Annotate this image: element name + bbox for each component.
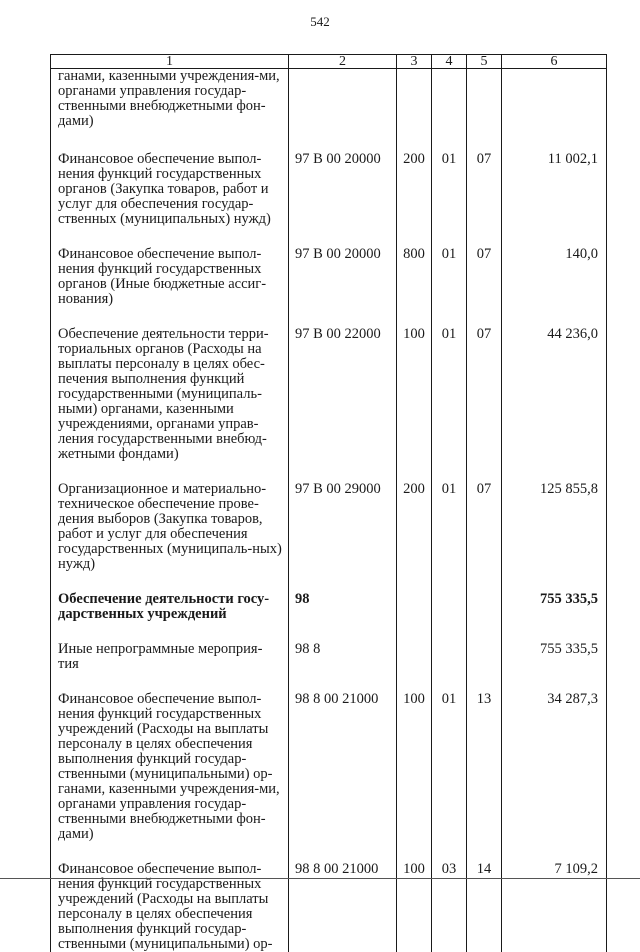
row-col5-cell: 07	[467, 247, 502, 327]
table-row	[51, 69, 607, 153]
row-col3-cell: 100	[397, 327, 432, 482]
row-amount-cell: 7 109,2	[502, 862, 607, 952]
row-code-cell: 97 В 00 22000	[289, 327, 397, 482]
row-col5-cell: 07	[467, 327, 502, 482]
row-col4-cell	[432, 69, 467, 153]
table-row	[51, 247, 607, 327]
table-row	[51, 692, 607, 862]
row-col3-cell: 800	[397, 247, 432, 327]
row-col4-cell	[432, 642, 467, 692]
row-name-cell: Финансовое обеспечение выпол-нения функций государственных органов (Иные бюджетные ассиг-нования)	[51, 247, 289, 327]
row-code-cell: 97 В 00 20000	[289, 247, 397, 327]
row-col3-cell: 200	[397, 482, 432, 592]
table-row	[51, 152, 607, 247]
row-name-cell: Финансовое обеспечение выпол-нения функций государственных учреждений (Расходы на выплаты персоналу в целях обеспечения выполнения функций государ-ственными (муниципальными) ор-	[51, 862, 289, 952]
header-row	[51, 55, 607, 69]
table-body	[51, 69, 607, 952]
row-amount-cell: 11 002,1	[502, 152, 607, 247]
page-bottom-rule	[0, 878, 640, 879]
row-code-cell: 98 8 00 21000	[289, 862, 397, 952]
row-amount-cell: 44 236,0	[502, 327, 607, 482]
row-amount-cell: 755 335,5	[502, 642, 607, 692]
row-col5-cell	[467, 642, 502, 692]
row-col3-cell: 200	[397, 152, 432, 247]
row-name-cell: Организационное и материально-техническое обеспечение прове-дения выборов (Закупка товаров, работ и услуг для обеспечения государственных (муниципаль-ных) нужд)	[51, 482, 289, 592]
row-name-cell: Иные непрограммные мероприя-тия	[51, 642, 289, 692]
page-number: 542	[0, 14, 640, 30]
header-col-6: 6	[502, 55, 607, 69]
header-col-1: 1	[51, 55, 289, 69]
row-col5-cell: 13	[467, 692, 502, 862]
table-row	[51, 482, 607, 592]
row-col4-cell: 01	[432, 327, 467, 482]
row-col3-cell	[397, 592, 432, 642]
row-code-cell: 98	[289, 592, 397, 642]
row-code-cell	[289, 69, 397, 153]
row-col5-cell	[467, 592, 502, 642]
row-col4-cell: 01	[432, 692, 467, 862]
row-col3-cell	[397, 642, 432, 692]
row-col5-cell	[467, 69, 502, 153]
row-col3-cell: 100	[397, 862, 432, 952]
row-col4-cell	[432, 592, 467, 642]
row-code-cell: 98 8	[289, 642, 397, 692]
table-row	[51, 642, 607, 692]
row-col4-cell: 01	[432, 152, 467, 247]
row-col3-cell	[397, 69, 432, 153]
row-name-cell: Финансовое обеспечение выпол-нения функций государственных органов (Закупка товаров, работ и услуг для обеспечения государ-ственных (муниципальных) нужд)	[51, 152, 289, 247]
row-code-cell: 97 В 00 20000	[289, 152, 397, 247]
header-col-3: 3	[397, 55, 432, 69]
row-amount-cell	[502, 69, 607, 153]
row-name-cell: ганами, казенными учреждения-ми, органами управления государ-ственными внебюджетными фон-дами)	[51, 69, 289, 153]
header-col-5: 5	[467, 55, 502, 69]
row-name-cell: Финансовое обеспечение выпол-нения функций государственных учреждений (Расходы на выплаты персоналу в целях обеспечения выполнения функций государ-ственными (муниципальными) ор-ганами, казенными учреждения-ми, органами управления государ-ственными внебюджетными фон-дами)	[51, 692, 289, 862]
row-amount-cell: 34 287,3	[502, 692, 607, 862]
row-col4-cell: 01	[432, 247, 467, 327]
row-amount-cell: 140,0	[502, 247, 607, 327]
budget-table	[50, 54, 607, 952]
row-col4-cell: 03	[432, 862, 467, 952]
row-code-cell: 97 В 00 29000	[289, 482, 397, 592]
row-col5-cell: 07	[467, 482, 502, 592]
row-amount-cell: 125 855,8	[502, 482, 607, 592]
table-row	[51, 592, 607, 642]
row-col5-cell: 14	[467, 862, 502, 952]
table-row	[51, 327, 607, 482]
row-name-cell: Обеспечение деятельности терри-ториальных органов (Расходы на выплаты персоналу в целях обес-печения выполнения функций государственными (муниципаль-ными) органами, казенными учреждениями, органами управ-ления государственными внебюд-жетными фондами)	[51, 327, 289, 482]
row-amount-cell: 755 335,5	[502, 592, 607, 642]
header-col-4: 4	[432, 55, 467, 69]
row-code-cell: 98 8 00 21000	[289, 692, 397, 862]
row-name-cell: Обеспечение деятельности госу-дарственных учреждений	[51, 592, 289, 642]
table-row	[51, 862, 607, 952]
header-col-2: 2	[289, 55, 397, 69]
row-col5-cell: 07	[467, 152, 502, 247]
row-col3-cell: 100	[397, 692, 432, 862]
row-col4-cell: 01	[432, 482, 467, 592]
